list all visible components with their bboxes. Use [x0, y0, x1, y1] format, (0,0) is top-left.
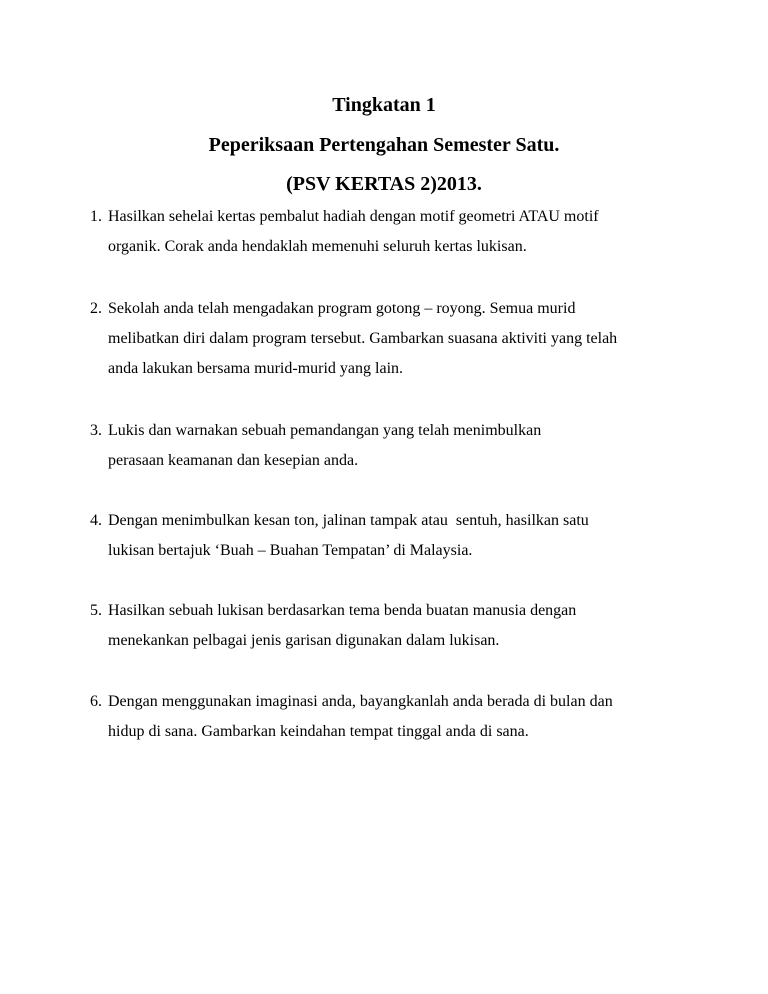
question-5-text-1: Hasilkan sebuah lukisan berdasarkan tema benda buatan manusia dengan [108, 602, 577, 619]
question-2-text-2: melibatkan diri dalam program tersebut. Gambarkan suasana aktiviti yang telah [108, 330, 618, 347]
question-4 [90, 510, 730, 562]
question-2-text-1: Sekolah anda telah mengadakan program gotong – royong. Semua murid [108, 300, 576, 317]
question-2-number: 2. [90, 300, 102, 317]
document-title-paper: (PSV KERTAS 2)2013. [286, 173, 482, 195]
question-5-number: 5. [90, 602, 102, 619]
document-title-level: Tingkatan 1 [332, 94, 436, 116]
question-4-line-1 [90, 510, 730, 532]
question-1-line-1 [90, 206, 730, 228]
question-1-text-1: Hasilkan sehelai kertas pembalut hadiah dengan motif geometri ATAU motif [108, 208, 599, 225]
question-1 [90, 206, 730, 258]
question-5-line-1 [90, 600, 730, 622]
question-2 [90, 298, 730, 380]
question-2-text-3: anda lakukan bersama murid-murid yang lain. [108, 360, 404, 377]
document-title-exam: Peperiksaan Pertengahan Semester Satu. [208, 134, 560, 156]
question-4-number: 4. [90, 512, 102, 529]
question-5 [90, 600, 730, 652]
question-6-number: 6. [90, 693, 102, 710]
question-1-text-2: organik. Corak anda hendaklah memenuhi seluruh kertas lukisan. [108, 238, 527, 255]
question-1-number: 1. [90, 208, 102, 225]
question-3-text-2: perasaan keamanan dan kesepian anda. [108, 452, 359, 469]
question-4-text-2: lukisan bertajuk ‘Buah – Buahan Tempatan’ di Malaysia. [108, 542, 473, 559]
question-3-line-1 [90, 420, 730, 442]
question-2-line-1 [90, 298, 730, 320]
question-3-text-1: Lukis dan warnakan sebuah pemandangan yang telah menimbulkan [108, 422, 542, 439]
question-4-text-1: Dengan menimbulkan kesan ton, jalinan tampak atau sentuh, hasilkan satu [108, 512, 589, 529]
question-6-line-1 [90, 691, 730, 713]
question-6 [90, 691, 730, 743]
question-6-text-1: Dengan menggunakan imaginasi anda, bayangkanlah anda berada di bulan dan [108, 693, 613, 710]
question-3-number: 3. [90, 422, 102, 439]
question-6-text-2: hidup di sana. Gambarkan keindahan tempat tinggal anda di sana. [108, 723, 529, 740]
question-3 [90, 420, 730, 472]
question-5-text-2: menekankan pelbagai jenis garisan digunakan dalam lukisan. [108, 632, 500, 649]
